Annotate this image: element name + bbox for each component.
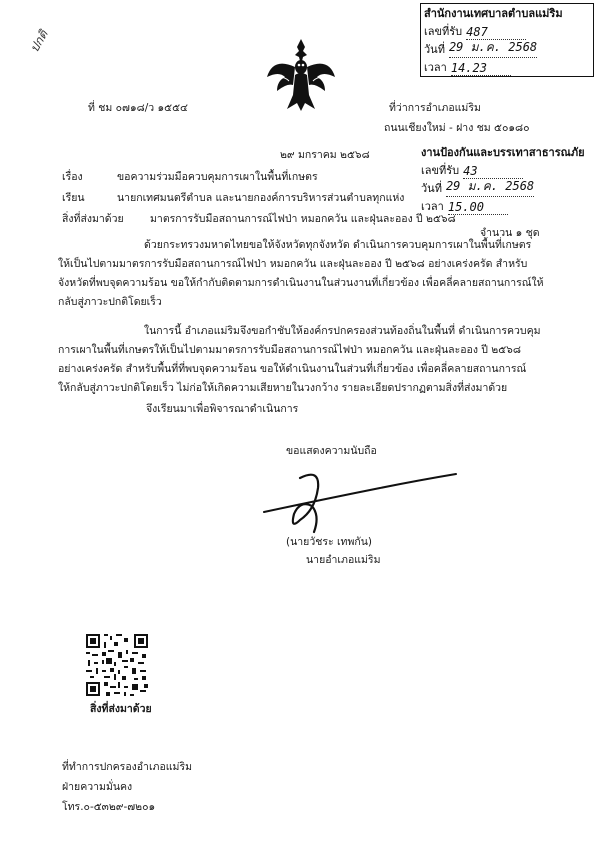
closing-request: จึงเรียนมาเพื่อพิจารณาดำเนินการ bbox=[146, 403, 299, 415]
paragraph-line: ให้เป็นไปตามมาตรการรับมือสถานการณ์ไฟป่า หมอกควัน และฝุ่นละออง ปี ๒๕๖๘ อย่างเคร่งครัด สำหรับ bbox=[58, 258, 528, 270]
qr-code-icon bbox=[84, 632, 150, 698]
paragraph-line: ด้วยกระทรวงมหาดไทยขอให้จังหวัดทุกจังหวัด ดำเนินการควบคุมการเผาในพื้นที่เกษตร bbox=[144, 239, 532, 251]
paragraph-1 bbox=[58, 236, 568, 312]
paragraph-line: กลับสู่ภาวะปกติโดยเร็ว bbox=[58, 296, 162, 308]
paragraph-2 bbox=[58, 322, 568, 398]
stamp-number-value: 43 bbox=[463, 164, 523, 179]
to-text: นายกเทศมนตรีตำบล และนายกองค์การบริหารส่วนตำบลทุกแห่ง bbox=[117, 192, 405, 204]
receipt-stamp-top bbox=[420, 3, 594, 77]
stamp-time-label: เวลา bbox=[421, 200, 444, 213]
receipt-stamp-mid bbox=[418, 143, 594, 217]
margin-note: ปกติ bbox=[27, 27, 51, 55]
paragraph-line: การเผาในพื้นที่เกษตรให้เป็นไปตามมาตรการรับมือสถานการณ์ไฟป่า หมอกควัน และฝุ่นละออง ปี ๒๕๖๘ bbox=[58, 344, 521, 356]
stamp-number-value: 487 bbox=[466, 25, 526, 40]
paragraph-line: ให้กลับสู่ภาวะปกติโดยเร็ว ไม่ก่อให้เกิดความเสียหายในวงกว้าง รายละเอียดปรากฏตามสิ่งที่ส่งมาด้วย bbox=[58, 382, 508, 394]
attach-label: สิ่งที่ส่งมาด้วย bbox=[62, 213, 124, 225]
doc-number: ที่ ชม ๐๗๑๘/ว ๑๕๕๔ bbox=[88, 102, 188, 114]
stamp-time-label: เวลา bbox=[424, 61, 447, 74]
sender-address: ถนนเชียงใหม่ - ฝาง ชม ๕๐๑๘๐ bbox=[384, 122, 530, 134]
subject-text: ขอความร่วมมือควบคุมการเผาในพื้นที่เกษตร bbox=[117, 171, 318, 183]
paragraph-line: ในการนี้ อำเภอแม่ริมจึงขอกำชับให้องค์กรปกครองส่วนท้องถิ่นในพื้นที่ ดำเนินการควบคุม bbox=[144, 325, 541, 337]
stamp-number-label: เลขที่รับ bbox=[421, 164, 460, 177]
signer-name: (นายวัชระ เทพกัน) bbox=[286, 536, 373, 548]
attach-text: มาตรการรับมือสถานการณ์ไฟป่า หมอกควัน และฝุ่นละออง ปี ๒๕๖๘ bbox=[150, 213, 456, 225]
stamp-date-value: 29 ม.ค. 2568 bbox=[446, 177, 534, 197]
document-date: ๒๙ มกราคม ๒๕๖๘ bbox=[280, 149, 370, 161]
stamp-date-label: วันที่ bbox=[424, 43, 445, 56]
stamp-date-label: วันที่ bbox=[421, 182, 442, 195]
subject-label: เรื่อง bbox=[62, 171, 83, 183]
paragraph-line: อย่างเคร่งครัด สำหรับพื้นที่ที่พบจุดความร้อน ขอให้ดำเนินงานในส่วนที่เกี่ยวข้อง เพื่อคลี่คลายสถานการณ์ bbox=[58, 363, 527, 375]
footer-phone: โทร.๐-๕๓๒๙-๗๒๐๑ bbox=[62, 801, 156, 813]
stamp-office: งานป้องกันและบรรเทาสาธารณภัย bbox=[421, 146, 585, 159]
stamp-number-label: เลขที่รับ bbox=[424, 25, 463, 38]
stamp-time-row bbox=[421, 58, 593, 76]
footer-office: ที่ทำการปกครองอำเภอแม่ริม bbox=[62, 761, 193, 773]
sender-office: ที่ว่าการอำเภอแม่ริม bbox=[389, 102, 481, 114]
stamp-time-value: 15.00 bbox=[448, 200, 508, 215]
to-label: เรียน bbox=[62, 192, 85, 204]
signature-image bbox=[260, 470, 460, 540]
attach-count: จำนวน ๑ ชุด bbox=[480, 227, 540, 239]
stamp-date-row bbox=[421, 40, 593, 58]
garuda-emblem-icon bbox=[263, 37, 339, 113]
paragraph-line: จังหวัดที่พบจุดความร้อน ขอให้กำกับติดตามการดำเนินงานในส่วนงานที่เกี่ยวข้อง เพื่อคลี่คลายสถานการณ์ให้ bbox=[58, 277, 544, 289]
stamp-time-value: 14.23 bbox=[451, 61, 511, 76]
closing-salutation: ขอแสดงความนับถือ bbox=[286, 445, 377, 457]
footer-unit: ฝ่ายความมั่นคง bbox=[62, 781, 133, 793]
stamp-date-value: 29 ม.ค. 2568 bbox=[449, 38, 537, 58]
signer-title: นายอำเภอแม่ริม bbox=[306, 554, 381, 566]
qr-caption: สิ่งที่ส่งมาด้วย bbox=[90, 703, 152, 715]
stamp-office: สำนักงานเทศบาลตำบลแม่ริม bbox=[424, 7, 563, 20]
stamp-date-row bbox=[418, 179, 594, 197]
